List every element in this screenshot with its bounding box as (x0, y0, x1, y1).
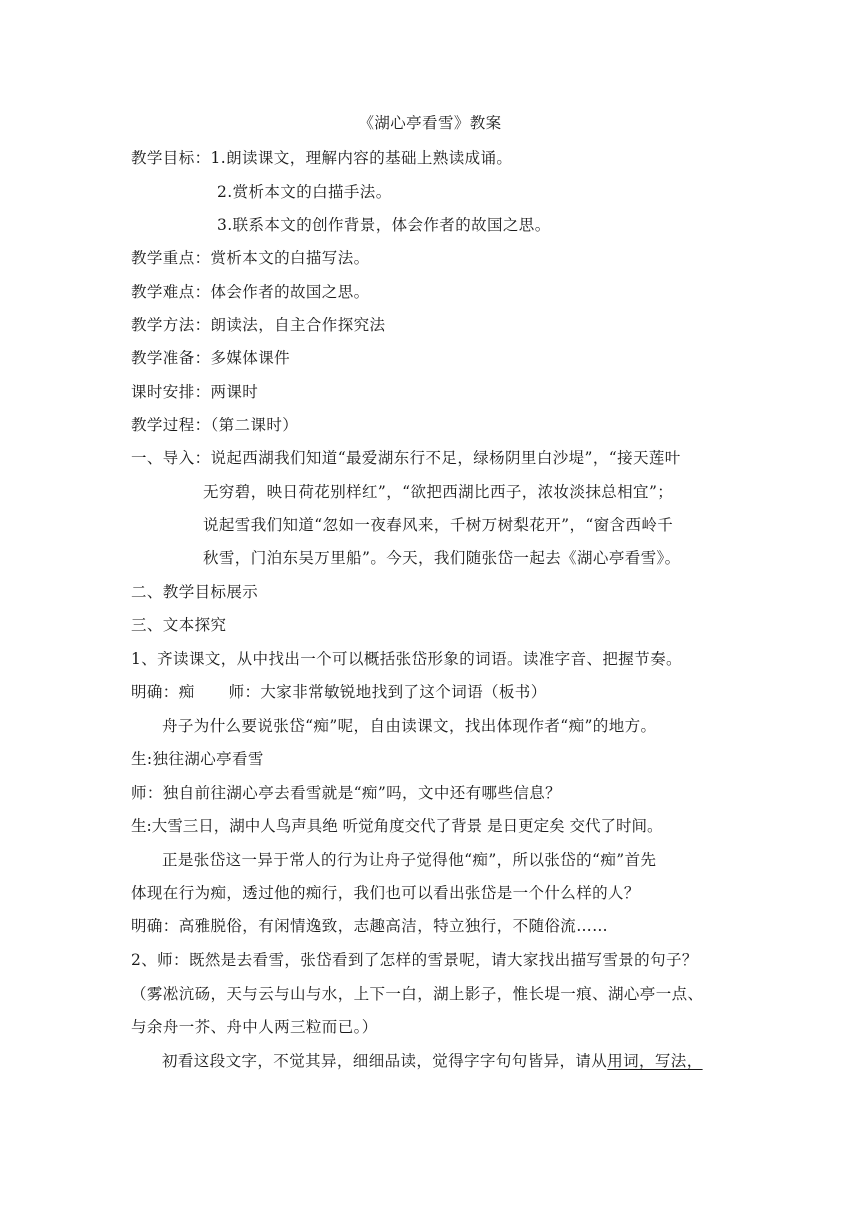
objectives-label: 教学目标： (131, 149, 211, 167)
paragraph: 舟子为什么要说张岱“痴”呢，自由读课文，找出体现作者“痴”的地方。 (162, 717, 657, 735)
clarify-2: 明确：高雅脱俗，有闲情逸致，志趣高洁，特立独行，不随俗流…… (131, 917, 609, 935)
objectives-line-1 (131, 148, 512, 168)
teacher-question: 师：独自前往湖心亭去看雪就是“痴”吗，文中还有哪些信息？ (131, 784, 562, 802)
key-point: 教学重点：赏析本文的白描写法。 (131, 249, 370, 267)
last-paragraph (162, 1051, 703, 1071)
objective-item: 1.朗读课文，理解内容的基础上熟读成诵。 (210, 149, 513, 167)
question-2: 2、师：既然是去看雪，张岱看到了怎样的雪景呢，请大家找出描写雪景的句子？ (131, 951, 698, 969)
intro-line: 无穷碧，映日荷花别样红”，“欲把西湖比西子，浓妆淡抹总相宜”； (203, 483, 674, 501)
intro-line: 一、导入：说起西湖我们知道“最爱湖东行不足，绿杨阴里白沙堤”，“接天莲叶 (131, 449, 681, 467)
paragraph-line: 正是张岱这一异于常人的行为让舟子觉得他“痴”，所以张岱的“痴”首先 (162, 851, 657, 869)
student-answer: 生:大雪三日，湖中人鸟声具绝 听觉角度交代了背景 是日更定矣 交代了时间。 (131, 817, 663, 835)
student-answer: 生:独往湖心亭看雪 (131, 750, 264, 768)
objective-item: 3.联系本文的创作背景，体会作者的故国之思。 (217, 216, 551, 234)
clarify-label: 明确：痴 (131, 683, 195, 701)
quote-line: （雾凇沆砀，天与云与山与水，上下一白，湖上影子，惟长堤一痕、湖心亭一点、 (131, 985, 704, 1003)
intro-line: 说起雪我们知道“忽如一夜春风来，千树万树梨花开”，“窗含西岭千 (203, 516, 674, 534)
teacher-remark: 师：大家非常敏锐地找到了这个词语（板书） (228, 683, 547, 701)
last-text: 初看这段文字，不觉其异，细细品读，觉得字字句句皆异，请从 (162, 1052, 608, 1070)
question-1: 1、齐读课文，从中找出一个可以概括张岱形象的词语。读准字音、把握节奏。 (131, 650, 682, 668)
schedule: 课时安排：两课时 (131, 383, 259, 401)
section-heading: 三、文本探究 (131, 616, 227, 634)
quote-line: 与余舟一芥、舟中人两三粒而已。） (131, 1018, 378, 1036)
process: 教学过程：（第二课时） (131, 416, 299, 434)
objective-item: 2.赏析本文的白描手法。 (217, 183, 392, 201)
document-title: 《湖心亭看雪》教案 (358, 114, 502, 132)
difficulty: 教学难点：体会作者的故国之思。 (131, 283, 370, 301)
clarify-1 (131, 682, 547, 702)
intro-line: 秋雪，门泊东吴万里船”。今天，我们随张岱一起去《湖心亭看雪》。 (203, 549, 681, 567)
paragraph-line: 体现在行为痴，透过他的痴行，我们也可以看出张岱是一个什么样的人？ (131, 884, 640, 902)
section-heading: 二、教学目标展示 (131, 583, 259, 601)
preparation: 教学准备：多媒体课件 (131, 349, 291, 367)
method: 教学方法：朗读法，自主合作探究法 (131, 316, 386, 334)
underlined-text: 用词，写法， (607, 1052, 703, 1070)
